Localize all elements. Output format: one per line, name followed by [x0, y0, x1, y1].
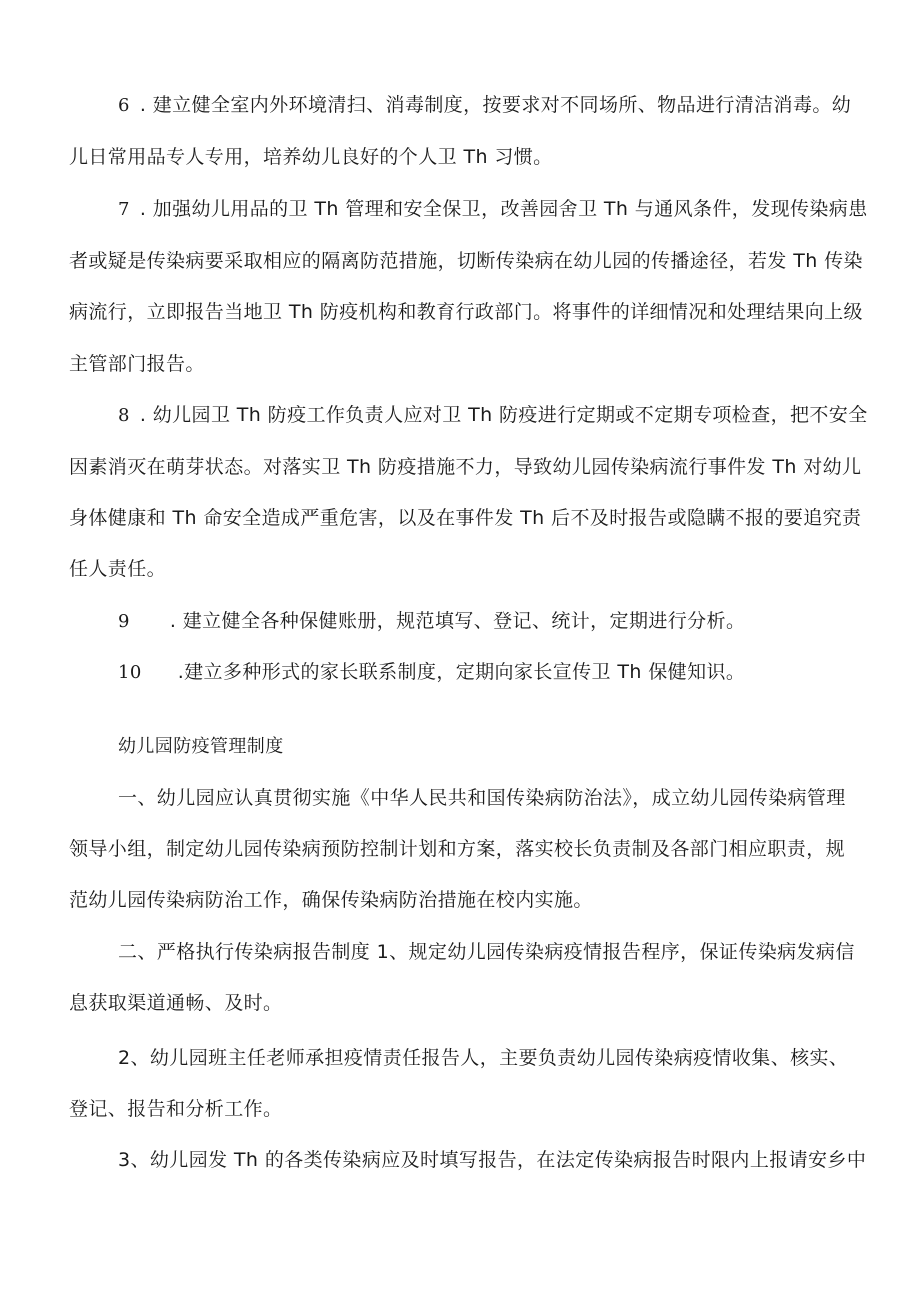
item-7-line-4: 主管部门报告。	[69, 353, 205, 375]
item-6-text-1: . 建立健全室内外环境清扫、消毒制度，按要求对不同场所、物品进行清洁消毒。幼	[139, 94, 852, 116]
item-10-line	[118, 660, 745, 685]
para-1-line-3: 范幼儿园传染病防治工作，确保传染病防治措施在校内实施。	[69, 889, 593, 911]
item-7-line-3: 病流行，立即报告当地卫 Th 防疫机构和教育行政部门。将事件的详细情况和处理结果向上级	[69, 301, 863, 323]
item-8-text-1: . 幼儿园卫 Th 防疫工作负责人应对卫 Th 防疫进行定期或不定期专项检查，把不安全	[139, 404, 868, 426]
item-7-line-2: 者或疑是传染病要采取相应的隔离防范措施，切断传染病在幼儿园的传播途径，若发 Th 传染	[69, 250, 863, 272]
item-7-number: 7	[118, 199, 130, 220]
item-7-text-1: . 加强幼儿用品的卫 Th 管理和安全保卫，改善园舍卫 Th 与通风条件，发现传染病患	[139, 198, 868, 220]
item-6-line-1	[118, 93, 851, 118]
item-10-text: .建立多种形式的家长联系制度，定期向家长宣传卫 Th 保健知识。	[177, 661, 746, 683]
item-8-line-2: 因素消灭在萌芽状态。对落实卫 Th 防疫措施不力，导致幼儿园传染病流行事件发 Th 对幼儿	[69, 456, 862, 478]
item-9-line	[118, 609, 745, 634]
para-3-line-1: 2、幼儿园班主任老师承担疫情责任报告人，主要负责幼儿园传染病疫情收集、核实、	[118, 1047, 849, 1069]
para-1-line-2: 领导小组，制定幼儿园传染病预防控制计划和方案，落实校长负责制及各部门相应职责，规	[69, 838, 846, 860]
item-9-text: . 建立健全各种保健账册，规范填写、登记、统计，定期进行分析。	[169, 610, 746, 632]
item-8-line-1	[118, 403, 868, 428]
item-10-number: 10	[118, 662, 142, 683]
item-6-line-2: 儿日常用品专人专用，培养幼儿良好的个人卫 Th 习惯。	[69, 146, 553, 168]
item-8-number: 8	[118, 405, 130, 426]
item-7-line-1	[118, 197, 868, 222]
section-title: 幼儿园防疫管理制度	[118, 736, 284, 757]
para-2-line-1: 二、严格执行传染病报告制度 1、规定幼儿园传染病疫情报告程序，保证传染病发病信	[118, 941, 855, 963]
para-3-line-2: 登记、报告和分析工作。	[69, 1098, 283, 1120]
para-4-line-1: 3、幼儿园发 Th 的各类传染病应及时填写报告，在法定传染病报告时限内上报请安乡中	[118, 1149, 867, 1171]
item-8-line-3: 身体健康和 Th 命安全造成严重危害，以及在事件发 Th 后不及时报告或隐瞒不报的要追究责	[69, 507, 862, 529]
para-1-line-1: 一、幼儿园应认真贯彻实施《中华人民共和国传染病防治法》，成立幼儿园传染病管理	[118, 787, 846, 809]
item-6-number: 6	[118, 95, 130, 116]
item-8-line-4: 任人责任。	[69, 558, 167, 580]
para-2-line-2: 息获取渠道通畅、及时。	[69, 992, 283, 1014]
item-9-number: 9	[118, 611, 130, 632]
